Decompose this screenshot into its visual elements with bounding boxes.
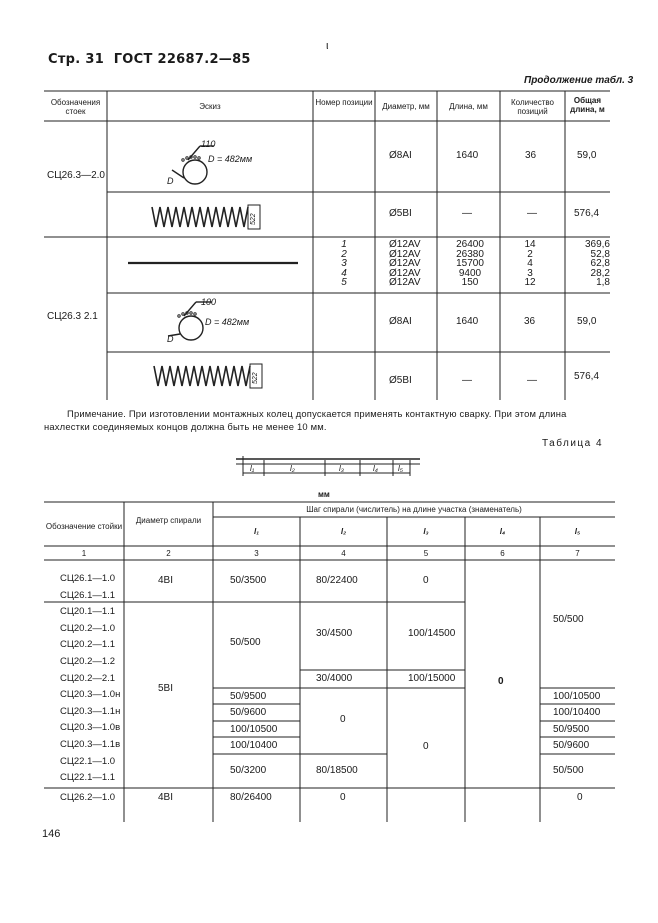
note-line-1: Примечание. При изготовлении монтажных колец допускается применять контактную сварку. При этом длина <box>67 408 567 419</box>
t4-des-11: СЦ20.3—1.1в <box>60 738 121 750</box>
t4-des-12: СЦ22.1—1.0 <box>60 755 116 767</box>
sketch1-d-label: D = 482мм <box>208 154 253 164</box>
sketch2-dim: 100 <box>201 297 217 307</box>
t4-c3-3: 50/9500 <box>230 691 267 702</box>
t3-g2-qty-1: 36 <box>524 316 536 327</box>
t4-col-diameter: Диаметр спирали <box>135 516 202 525</box>
t4-diam-2: 5BI <box>158 683 174 694</box>
t4-c3-7: 50/3200 <box>230 765 267 776</box>
diagram-l3: l₃ <box>339 464 344 473</box>
t3-g1-total-1: 59,0 <box>577 150 597 161</box>
t4-c7-5: 50/9600 <box>553 740 590 751</box>
diagram-l1: l₁ <box>250 464 255 473</box>
t3-g2-total-2: 576,4 <box>574 371 600 382</box>
sketch2-p: 522 <box>252 372 259 384</box>
t3-designation-2: СЦ26.3 2.1 <box>47 311 98 322</box>
t4-c5-3: 100/15000 <box>408 673 456 684</box>
t4-c4-2: 30/4500 <box>316 628 353 639</box>
t4-des-5: СЦ20.2—1.1 <box>60 639 116 651</box>
diagram-l5: l₅ <box>398 464 403 473</box>
table3-continuation: Продолжение табл. 3 <box>524 75 634 86</box>
t4-c7-7: 0 <box>577 792 583 803</box>
t3-g1-qty-2: — <box>527 208 537 219</box>
page-footer-number: 146 <box>42 828 61 840</box>
t3-g1-length-2: — <box>462 208 472 219</box>
t4-l3: l₃ <box>423 527 429 536</box>
t3-qtys-list: 14 2 4 3 12 <box>524 239 536 289</box>
table4-unit: мм <box>318 490 330 499</box>
t4-num-6: 6 <box>500 549 505 558</box>
t4-c3-4: 50/9600 <box>230 707 267 718</box>
t4-num-4: 4 <box>341 549 346 558</box>
t3-lengths-list: 26400 26380 15700 9400 150 <box>456 239 484 289</box>
diagram-l2: l₂ <box>290 464 295 473</box>
t4-col-designation: Обозначение стойки <box>45 522 123 531</box>
t4-c6-1: 0 <box>498 676 504 687</box>
t4-des-10: СЦ20.3—1.0в <box>60 722 121 734</box>
sketch1-d: D <box>167 176 174 186</box>
t4-des-3: СЦ20.1—1.1 <box>60 606 116 618</box>
t4-num-1: 1 <box>81 549 87 558</box>
t3-designation-1: СЦ26.3—2.0 <box>47 170 105 181</box>
t3-g1-length-1: 1640 <box>456 150 479 161</box>
t4-c4-3: 30/4000 <box>316 673 353 684</box>
t3-col-designation: Обозначения стоек <box>50 98 101 116</box>
t3-g1-total-2: 576,4 <box>574 208 600 219</box>
t3-positions: 1 2 3 4 5 <box>341 239 347 289</box>
header-mark: ι <box>326 40 329 52</box>
t3-g1-qty-1: 36 <box>525 150 537 161</box>
sketch2-d: D <box>167 334 174 344</box>
table4-title: Таблица 4 <box>542 438 604 449</box>
t3-col-diameter: Диаметр, мм <box>382 102 430 111</box>
t3-g2-length-2: — <box>462 375 472 386</box>
t3-g1-diameter-2: Ø5BI <box>389 208 412 219</box>
t4-des-9: СЦ20.3—1.1н <box>60 705 121 717</box>
t4-c3-2: 50/500 <box>230 637 261 648</box>
t3-g2-diameter-2: Ø5BI <box>389 375 412 386</box>
t3-col-total: Общая длина, м <box>570 96 605 114</box>
note-line-2: нахлестки соединяемых концов должна быть не менее 10 мм. <box>44 421 327 432</box>
t4-c3-6: 100/10400 <box>230 740 278 751</box>
t4-des-8: СЦ20.3—1.0н <box>60 689 121 701</box>
t3-col-position: Номер позиции <box>315 98 373 107</box>
t4-c5-1: 0 <box>423 575 429 586</box>
t3-diameters-list: Ø12AV Ø12AV Ø12AV Ø12AV Ø12AV <box>389 239 421 289</box>
t4-des-13: СЦ22.1—1.1 <box>60 772 116 784</box>
t4-num-3: 3 <box>254 549 259 558</box>
t4-c4-6: 0 <box>340 792 346 803</box>
t4-diam-3: 4BI <box>158 792 174 803</box>
t4-des-2: СЦ26.1—1.1 <box>60 589 116 601</box>
page-number-label: Стр. 31 <box>48 52 105 67</box>
t4-des-6: СЦ20.2—1.2 <box>60 655 116 667</box>
sketch1-dim: 110 <box>201 139 216 149</box>
t4-des-14: СЦ26.2—1.0 <box>60 792 116 803</box>
t4-designations <box>60 571 120 787</box>
t4-c4-1: 80/22400 <box>316 575 358 586</box>
standard-code: ГОСТ 22687.2—85 <box>113 52 251 67</box>
sketch2-d-label: D = 482мм <box>205 317 250 327</box>
t4-c5-4: 0 <box>423 741 429 752</box>
diagram-l4: l₄ <box>373 464 378 473</box>
t4-c3-8: 80/26400 <box>230 792 272 803</box>
t4-span-header: Шаг спирали (числитель) на длине участка (знаменатель) <box>306 505 522 514</box>
t4-l1: l₁ <box>253 527 260 536</box>
t4-num-5: 5 <box>423 549 429 558</box>
t4-des-7: СЦ20.2—2.1 <box>60 672 116 684</box>
t4-c7-6: 50/500 <box>553 765 584 776</box>
t3-g2-qty-2: — <box>527 375 537 386</box>
t4-c3-5: 100/10500 <box>230 724 278 735</box>
t3-g1-diameter-1: Ø8AI <box>389 150 412 161</box>
t4-c7-4: 50/9500 <box>553 724 590 735</box>
t4-des-1: СЦ26.1—1.0 <box>60 573 116 584</box>
t3-col-length: Длина, мм <box>449 102 488 111</box>
t4-num-7: 7 <box>575 549 580 558</box>
sketch1-p: 522 <box>250 213 257 225</box>
t4-num-2: 2 <box>166 549 171 558</box>
t3-g2-diameter-1: Ø8AI <box>389 316 412 327</box>
t4-c3-1: 50/3500 <box>230 575 267 586</box>
t4-l2: l₂ <box>340 527 347 536</box>
t4-l5: l₅ <box>574 527 581 536</box>
t3-g2-length-1: 1640 <box>456 316 479 327</box>
t4-c7-3: 100/10400 <box>553 707 601 718</box>
t4-c4-4: 0 <box>340 714 346 725</box>
t4-des-4: СЦ20.2—1.0 <box>60 622 116 634</box>
t3-col-sketch: Эскиз <box>199 102 221 111</box>
t4-c7-1: 50/500 <box>553 614 584 625</box>
t4-c4-5: 80/18500 <box>316 765 358 776</box>
t3-col-qty: Количество позиций <box>511 98 554 116</box>
t4-c7-2: 100/10500 <box>553 691 601 702</box>
t4-diam-1: 4BI <box>158 575 174 586</box>
t4-l4: l₄ <box>499 527 506 536</box>
t3-g2-total-1: 59,0 <box>577 316 597 327</box>
t4-c5-2: 100/14500 <box>408 628 456 639</box>
t3-totals-list: 369,6 52,8 62,8 28,2 1,8 <box>584 239 610 289</box>
